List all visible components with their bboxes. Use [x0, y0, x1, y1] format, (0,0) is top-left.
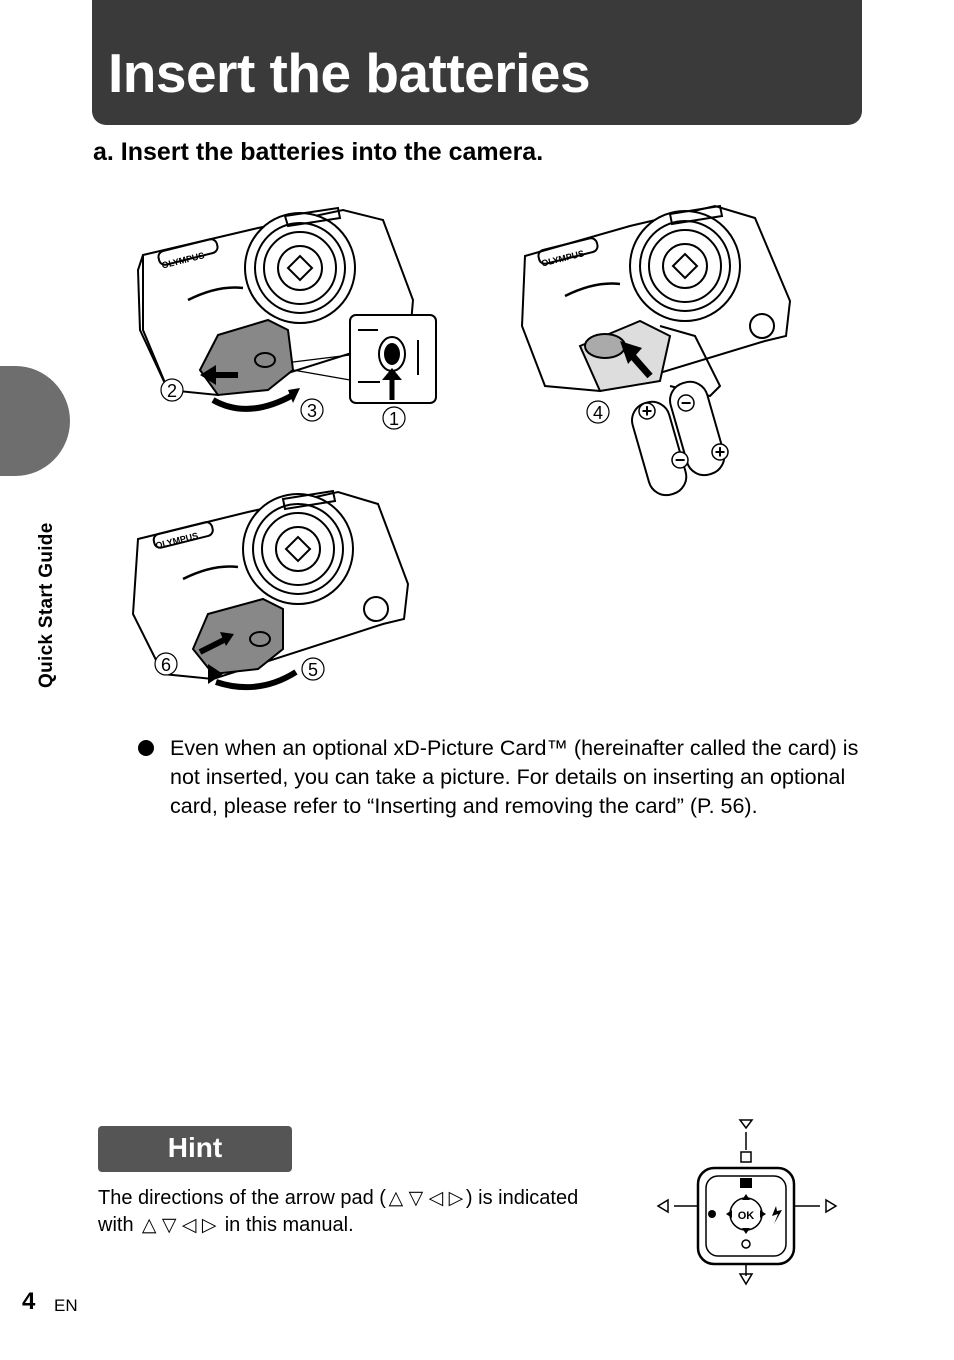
- arrow-up-icon: △: [141, 1215, 157, 1236]
- step-number: 1: [388, 409, 400, 429]
- camera-brand-logo: OLYMPUS: [154, 530, 200, 551]
- page-title: Insert the batteries: [108, 42, 591, 104]
- step-number: 5: [307, 660, 319, 680]
- ok-button-label: OK: [737, 1210, 755, 1222]
- camera-close-cover-illustration: [128, 484, 428, 694]
- hint-text-part: in this manual.: [224, 1214, 354, 1236]
- camera-open-cover-illustration: [128, 200, 448, 440]
- arrow-down-icon: ▽: [408, 1188, 424, 1209]
- title-banner: [92, 0, 862, 125]
- step-number: 3: [306, 401, 318, 421]
- arrow-up-icon: △: [388, 1188, 404, 1209]
- side-label: Quick Start Guide: [36, 522, 57, 688]
- hint-text: [98, 1185, 628, 1239]
- step-number: 2: [166, 381, 178, 401]
- arrow-left-icon: ◁: [428, 1188, 444, 1209]
- step-number: 6: [160, 655, 172, 675]
- bullet-icon: [138, 740, 154, 756]
- page-number: 4: [22, 1288, 36, 1315]
- arrow-right-icon: ▷: [201, 1215, 217, 1236]
- battery-plus-sign: +: [641, 401, 653, 421]
- camera-brand-logo: OLYMPUS: [160, 250, 206, 271]
- arrow-left-icon: ◁: [181, 1215, 197, 1236]
- hint-text-part: with: [98, 1214, 134, 1236]
- battery-plus-sign: +: [714, 442, 726, 462]
- arrow-right-icon: ▷: [448, 1188, 464, 1209]
- camera-brand-logo: OLYMPUS: [540, 248, 586, 269]
- language-code: EN: [54, 1296, 78, 1315]
- section-heading: a. Insert the batteries into the camera.: [93, 138, 544, 166]
- step-number: 4: [592, 403, 604, 423]
- battery-minus-sign: −: [680, 393, 692, 413]
- hint-label: Hint: [98, 1126, 292, 1172]
- arrow-down-icon: ▽: [161, 1215, 177, 1236]
- side-tab: [0, 366, 70, 476]
- hint-text-part: ) is indicated: [465, 1187, 579, 1209]
- hint-text-part: The directions of the arrow pad (: [98, 1187, 386, 1209]
- battery-minus-sign: −: [674, 450, 686, 470]
- camera-insert-batteries-illustration: [510, 196, 810, 502]
- note-text: Even when an optional xD-Picture Card™ (hereinafter called the card) is not inserted, you can take a picture. For details on inserting an optional card, please refer to “Inserting and removing the card” (P. 56).: [170, 736, 859, 818]
- arrow-pad-diagram: [650, 1110, 850, 1290]
